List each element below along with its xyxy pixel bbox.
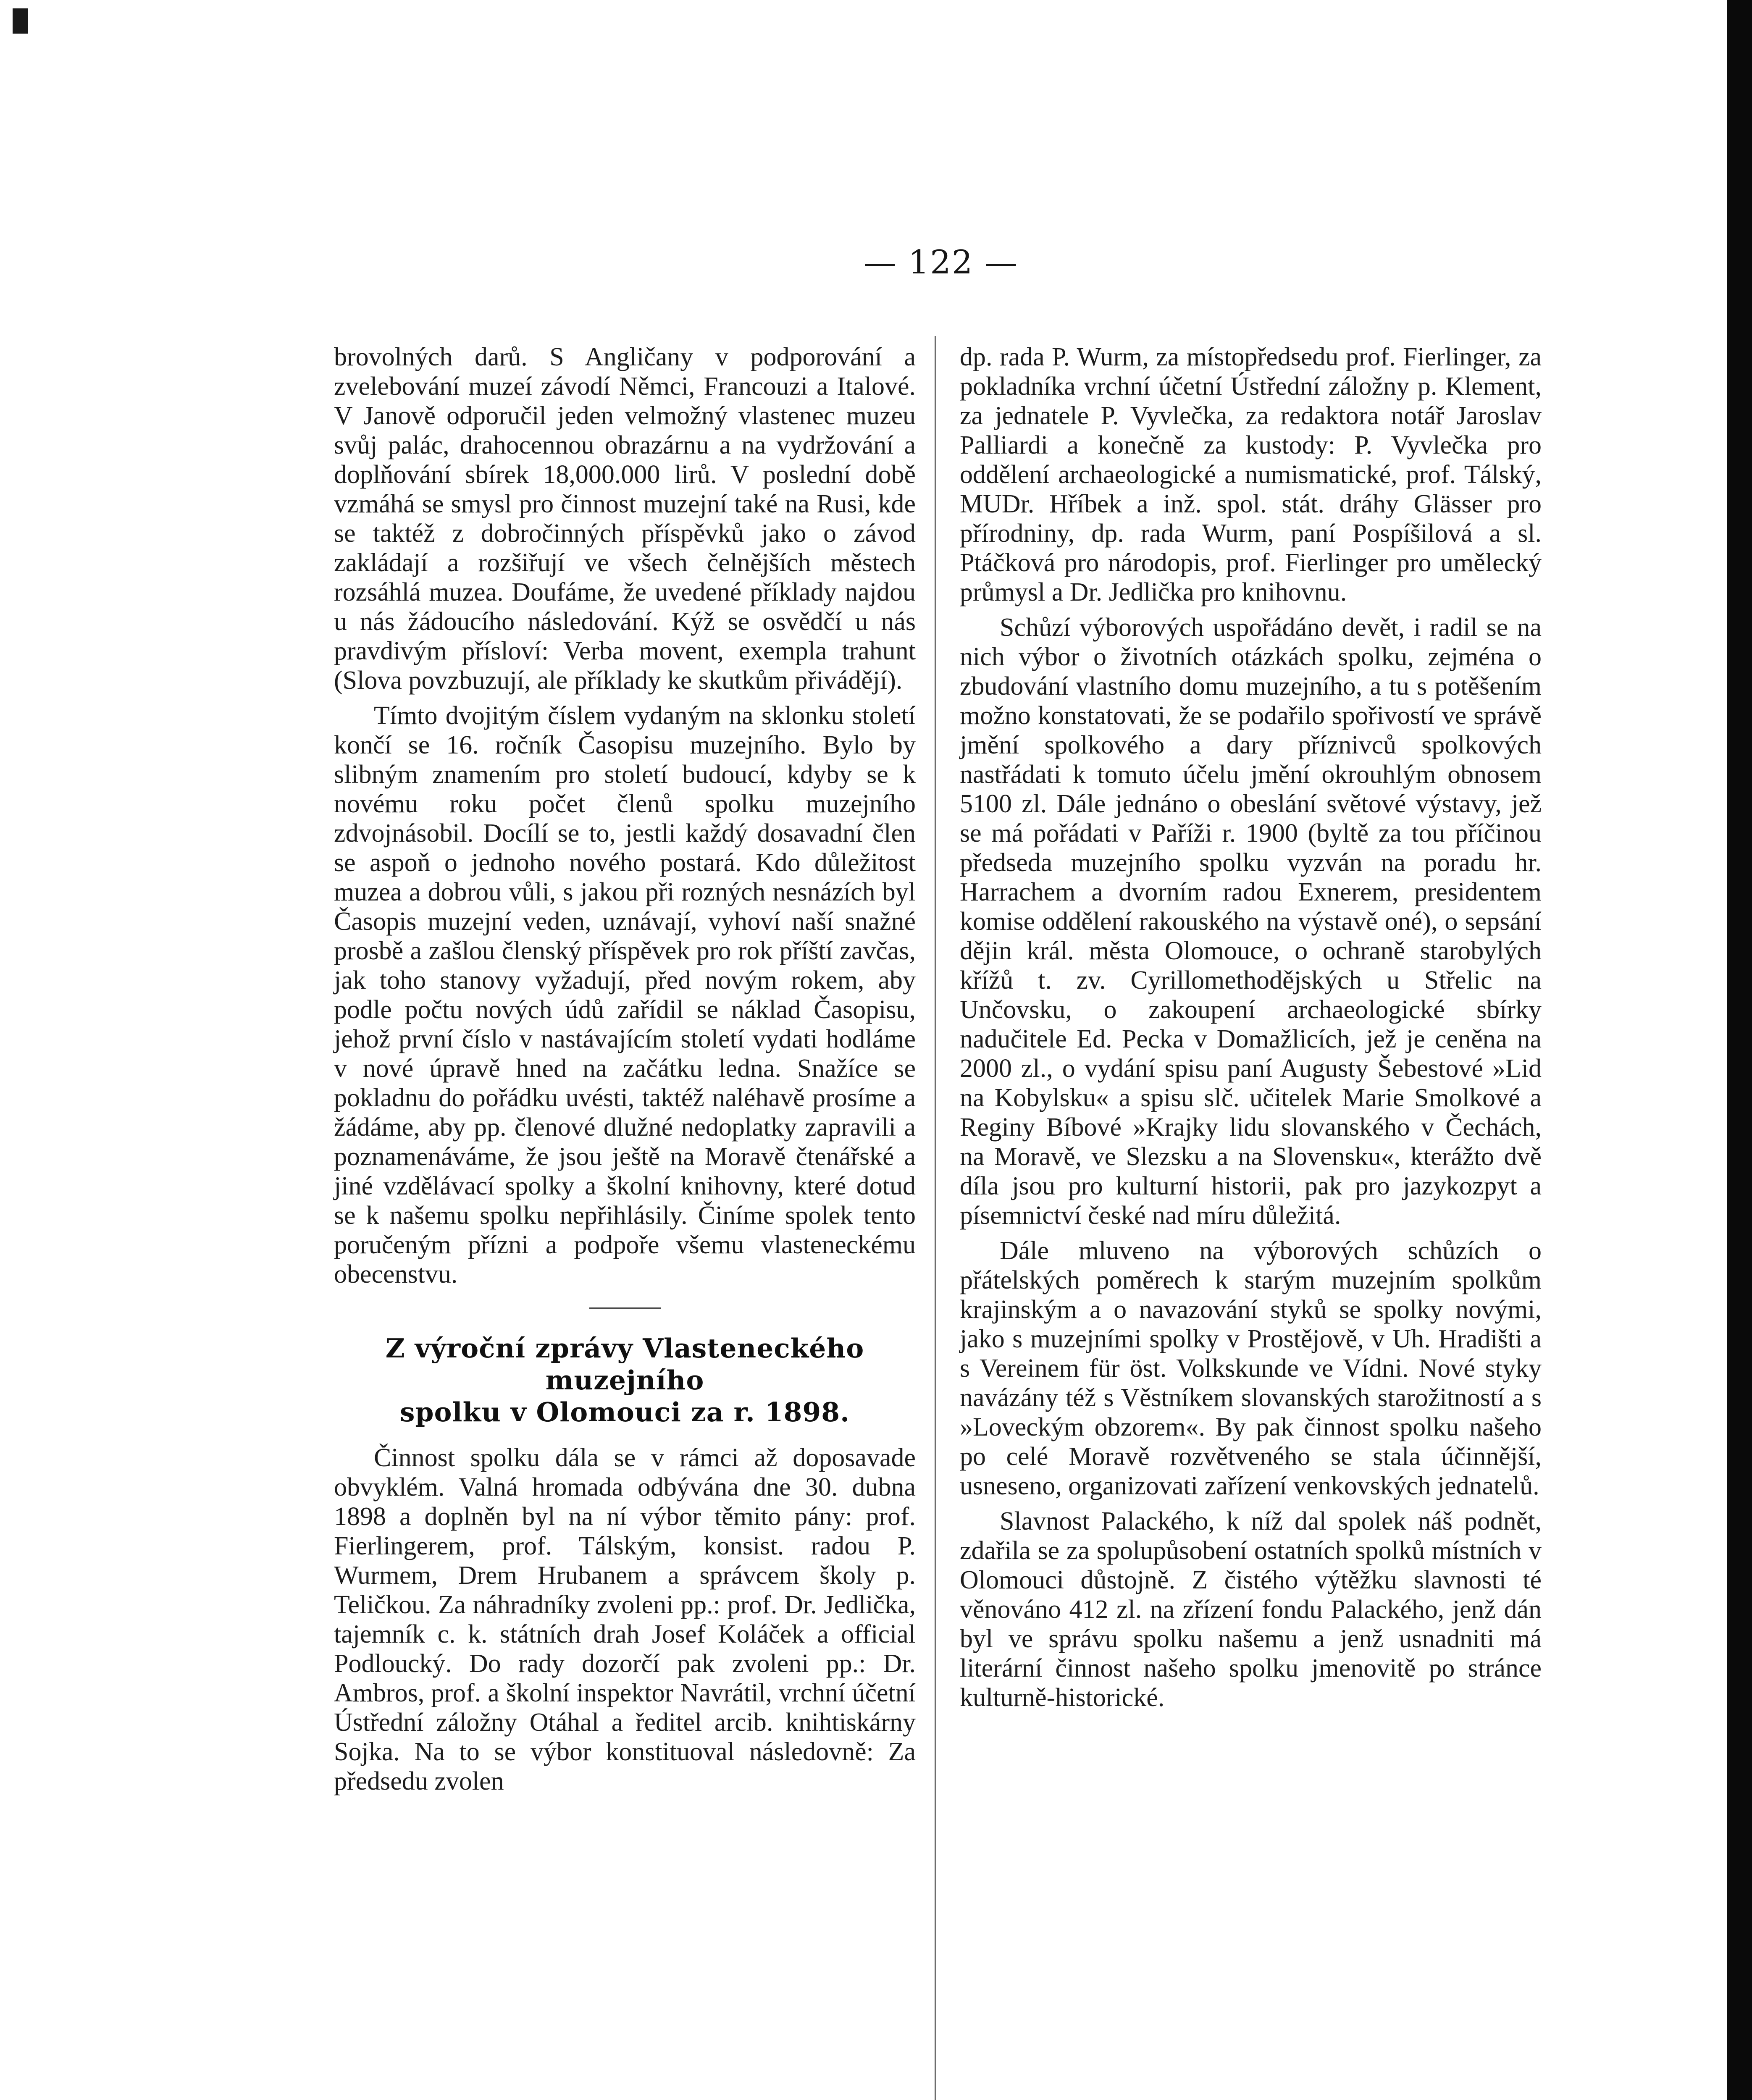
right-paragraph-2: Schůzí výborových uspořádáno devět, i radil se na nich výbor o životních otázkách spolku, zejména o zbudování vlastního domu muzejního, a tu s potěšením možno konstatovati, že se podařilo spořivostí ve správě jmění spolkového a dary příznivců spolkových nastřádati k tomuto účelu jmění okrouhlým obnosem 5100 zl. Dále jednáno o obeslání světové výstavy, jež se má pořádati v Paříži r. 1900 (byltě za tou příčinou předseda muzejního spolku vyzván na poradu hr. Harrachem a dvorním radou Exnerem, presidentem komise oddělení rakouského na výstavě oné), o sepsání dějin král. města Olomouce, o ochraně starobylých křížů t. zv. Cyrillomethodějských u Střelic na Unčovsku, o zakoupení archaeologické sbírky nadučitele Ed. Pecka v Domažlicích, jež je ceněna na 2000 zl., o vydání spisu paní Augusty Šebestové »Lid na Kobylsku« a spisu slč. učitelek Marie Smolkové a Reginy Bíbové »Krajky lidu slovanského v Čechách, na Moravě, ve Slezsku a na Slovensku«, kterážto dvě díla jsou pro kulturní historii, pak pro jazykozpyt a písemnictví české nad míru důležitá. <box>960 613 1542 1230</box>
section-heading-line-2: spolku v Olomouci za r. 1898. <box>399 1396 850 1428</box>
left-paragraph-1: brovolných darů. S Angličany v podporování a zvelebování muzeí závodí Němci, Francouzi a Italové. V Janově odporučil jeden velmožný vlastenec muzeu svůj palác, drahocennou obrazárnu a na vydržování a doplňování sbírek 18,000.000 lirů. V poslední době vzmáhá se smysl pro činnost muzejní také na Rusi, kde se taktéž z dobročinných příspěvků jako o závod zakládají a rozšiřují ve všech čelnějších městech rozsáhlá muzea. Doufáme, že uvedené příklady najdou u nás žádoucího následování. Kýž se osvědčí u nás pravdivým přísloví: Verba movent, exempla trahunt (Slova povzbuzují, ale příklady ke skutkům přivádějí). <box>334 343 916 695</box>
left-paragraph-2: Tímto dvojitým číslem vydaným na sklonku století končí se 16. ročník Časopisu muzejního. Bylo by slibným znamením pro století budoucí, kdyby se k novému roku počet členů spolku muzejního zdvojnásobil. Docílí se to, jestli každý dosavadní člen se aspoň o jednoho nového postará. Kdo důležitost muzea a dobrou vůli, s jakou při rozných nesnázích byl Časopis muzejní veden, uznávají, vyhoví naší snažné prosbě a zašlou členský příspěvek pro rok příští zavčas, jak toho stanovy vyžadují, před novým rokem, aby podle počtu nových údů zařídil se náklad Časopisu, jehož první číslo v nastávajícím století vydati hodláme v nové úpravě hned na začátku ledna. Snažíce se pokladnu do pořádku uvésti, taktéž naléhavě prosíme a žádáme, aby pp. členové dlužné nedoplatky zapravili a poznamenáváme, že jsou ještě na Moravě čtenářské a jiné vzdělávací spolky a školní knihovny, které dotud se k našemu spolku nepřihlásily. Činíme spolek tento poručeným přízni a podpoře všemu vlasteneckému obecenstvu. <box>334 701 916 1289</box>
section-heading <box>334 1332 916 1428</box>
scan-right-edge <box>1727 0 1752 2100</box>
section-separator <box>589 1307 661 1309</box>
section-heading-line-1: Z výroční zprávy Vlasteneckého muzejního <box>385 1333 864 1396</box>
right-paragraph-1: dp. rada P. Wurm, za místopředsedu prof. Fierlinger, za pokladníka vrchní účetní Ústřední záložny p. Klement, za jednatele P. Vyvlečka, za redaktora notář Jaroslav Palliardi a konečně za kustody: P. Vyvlečka pro oddělení archaeologické a numismatické, prof. Tálský, MUDr. Hříbek a inž. spol. stát. dráhy Glässer pro přírodniny, dp. rada Wurm, paní Pospíšilová a sl. Ptáčková pro národopis, prof. Fierlinger pro umělecký průmysl a Dr. Jedlička pro knihovnu. <box>960 343 1542 606</box>
column-divider <box>935 336 936 2100</box>
right-paragraph-3: Dále mluveno na výborových schůzích o přátelských poměrech k starým muzejním spolkům krajinským a o navazování styků se spolky novými, jako s muzejními spolky v Prostějově, v Uh. Hradišti a s Vereinem für öst. Volkskunde ve Vídni. Nové styky navázány též s Věstníkem slovanských starožitností a s »Loveckým obzorem«. By pak činnost spolku našeho po celé Moravě rozvětveného se stala účinnější, usneseno, organizovati zařízení venkovských jednatelů. <box>960 1236 1542 1500</box>
page-number: — 122 — <box>863 244 1019 281</box>
right-paragraph-4: Slavnost Palackého, k níž dal spolek náš podnět, zdařila se za spolupůsobení ostatních spolků místních v Olomouci důstojně. Z čistého výtěžku slavnosti té věnováno 412 zl. na zřízení fondu Palackého, jenž dán byl ve správu spolku našemu a jenž usnadniti má literární činnost našeho spolku jmenovitě po stránce kulturně-historické. <box>960 1507 1542 1712</box>
left-column <box>334 342 916 1796</box>
section-paragraph: Činnost spolku dála se v rámci až doposavade obvyklém. Valná hromada odbývána dne 30. dubna 1898 a doplněn byl na ní výbor těmito pány: prof. Fierlingerem, prof. Tálským, konsist. radou P. Wurmem, Drem Hrubanem a správcem školy p. Teličkou. Za náhradníky zvoleni pp.: prof. Dr. Jedlička, tajemník c. k. státních drah Josef Koláček a official Podloucký. Do rady dozorčí pak zvoleni pp.: Dr. Ambros, prof. a školní inspektor Navrátil, vrchní účetní Ústřední záložny Otáhal a ředitel arcib. knihtiskárny Sojka. Na to se výbor konstituoval následovně: Za předsedu zvolen <box>334 1444 916 1796</box>
right-column <box>960 342 1542 1712</box>
scan-corner-mark <box>13 8 28 34</box>
